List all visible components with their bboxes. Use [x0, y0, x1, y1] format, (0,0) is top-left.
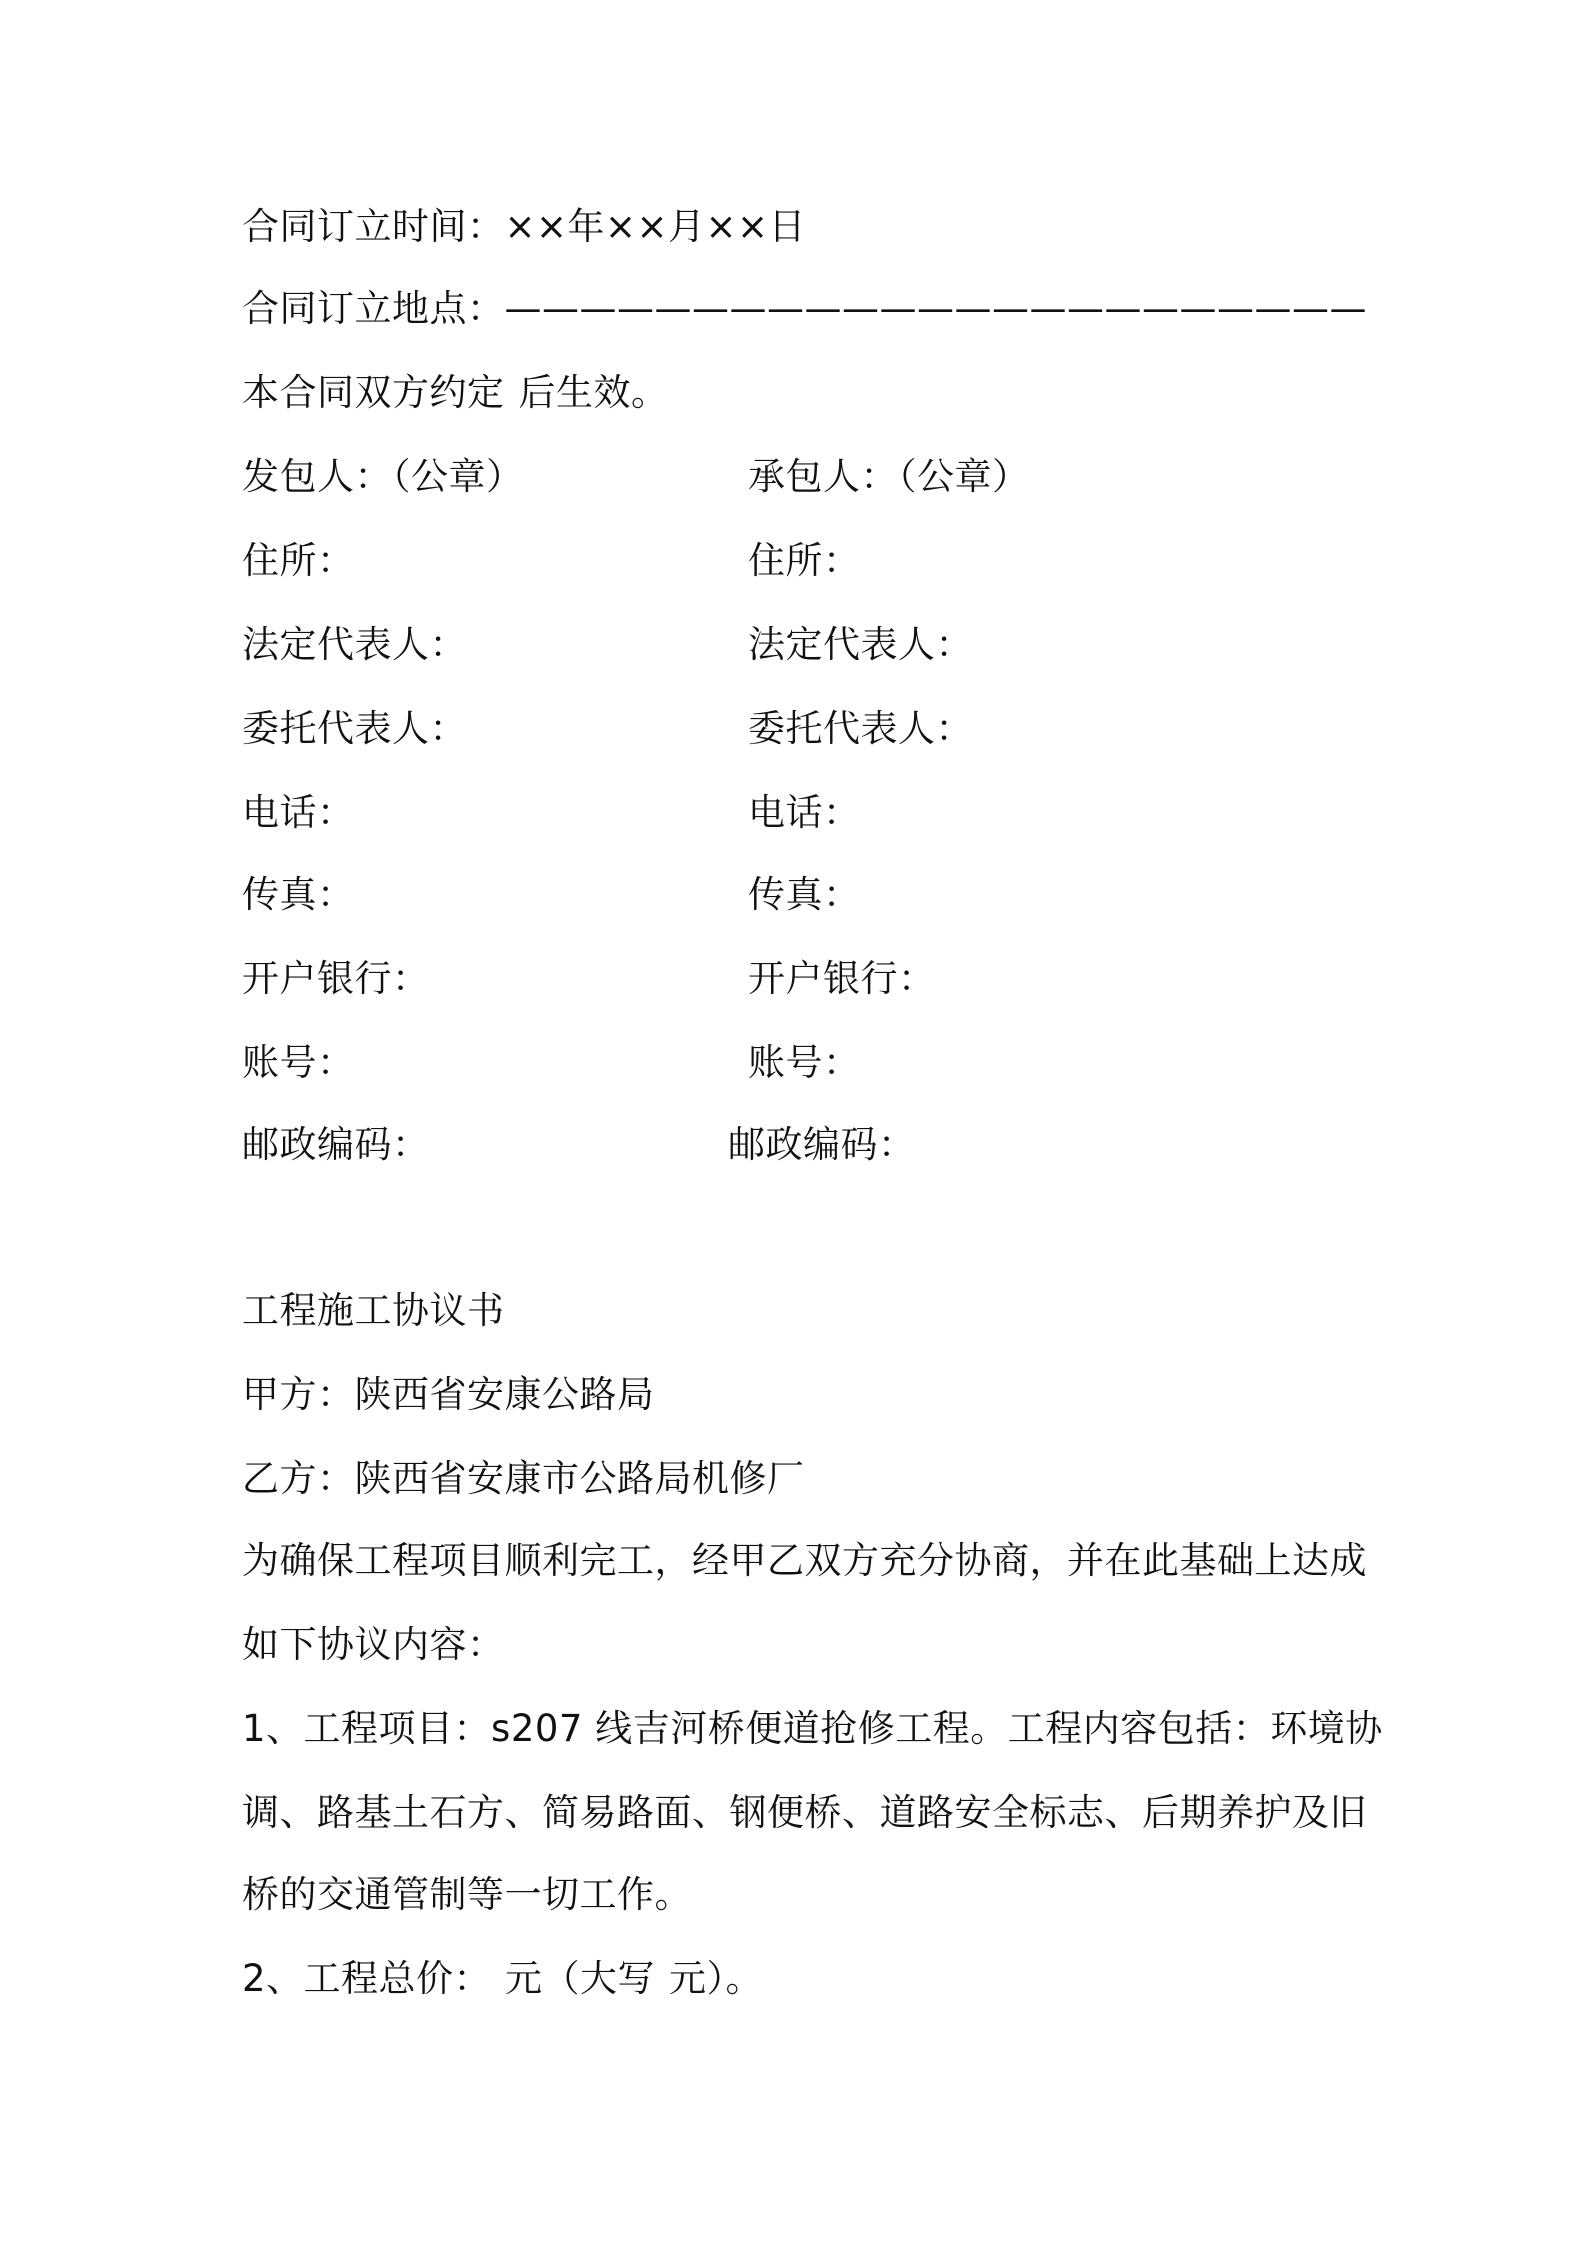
employer-field-phone: 电话： [242, 791, 355, 834]
employer-field-legal-rep: 法定代表人： [242, 623, 467, 666]
contractor-field-address: 住所： [748, 539, 861, 582]
employer-seal-label: 发包人：（公章） [242, 455, 524, 498]
sign-place-value: ——————————————————————— [504, 287, 1367, 330]
effect-suffix: 后生效。 [518, 371, 669, 414]
employer-field-fax: 传真： [242, 873, 355, 916]
employer-field-bank: 开户银行： [242, 957, 430, 1000]
item2-label: 2、工程总价： [242, 1957, 492, 2000]
employer-field-address: 住所： [242, 539, 355, 582]
sign-time-line [242, 202, 806, 252]
effect-line [242, 368, 669, 418]
item1-line-2: 调、路基土石方、简易路面、钢便桥、道路安全标志、后期养护及旧 [242, 1791, 1367, 1834]
sign-place-label: 合同订立地点： [242, 287, 505, 330]
contractor-field-bank: 开户银行： [748, 957, 936, 1000]
intro-line-1: 为确保工程项目顺利完工，经甲乙双方充分协商，并在此基础上达成 [242, 1539, 1367, 1582]
effect-prefix: 本合同双方约定 [242, 371, 505, 414]
employer-field-account: 账号： [242, 1041, 355, 1084]
contractor-seal-label: 承包人：（公章） [748, 455, 1030, 498]
sign-time-label: 合同订立时间： [242, 205, 505, 248]
contractor-field-fax: 传真： [748, 873, 861, 916]
intro-line-2: 如下协议内容： [242, 1623, 505, 1666]
item1-line-1: 1、工程项目：s207 线吉河桥便道抢修工程。工程内容包括：环境协 [242, 1707, 1383, 1750]
party-b-line: 乙方：陕西省安康市公路局机修厂 [242, 1457, 805, 1500]
agreement-title: 工程施工协议书 [242, 1289, 505, 1332]
item2-tail: 元）。 [669, 1957, 764, 2000]
item2-line [242, 1954, 763, 2004]
contractor-field-postcode: 邮政编码： [728, 1123, 916, 1166]
sign-time-value: ××年××月××日 [504, 205, 807, 248]
employer-field-agent: 委托代表人： [242, 707, 467, 750]
party-a-line: 甲方：陕西省安康公路局 [242, 1373, 655, 1416]
employer-field-postcode: 邮政编码： [242, 1123, 430, 1166]
item1-line-3: 桥的交通管制等一切工作。 [242, 1873, 692, 1916]
contractor-field-phone: 电话： [748, 791, 861, 834]
contractor-field-legal-rep: 法定代表人： [748, 623, 973, 666]
contractor-field-agent: 委托代表人： [748, 707, 973, 750]
contractor-field-account: 账号： [748, 1041, 861, 1084]
item2-unit: 元（大写 [505, 1957, 656, 2000]
sign-place-line [242, 284, 1367, 334]
